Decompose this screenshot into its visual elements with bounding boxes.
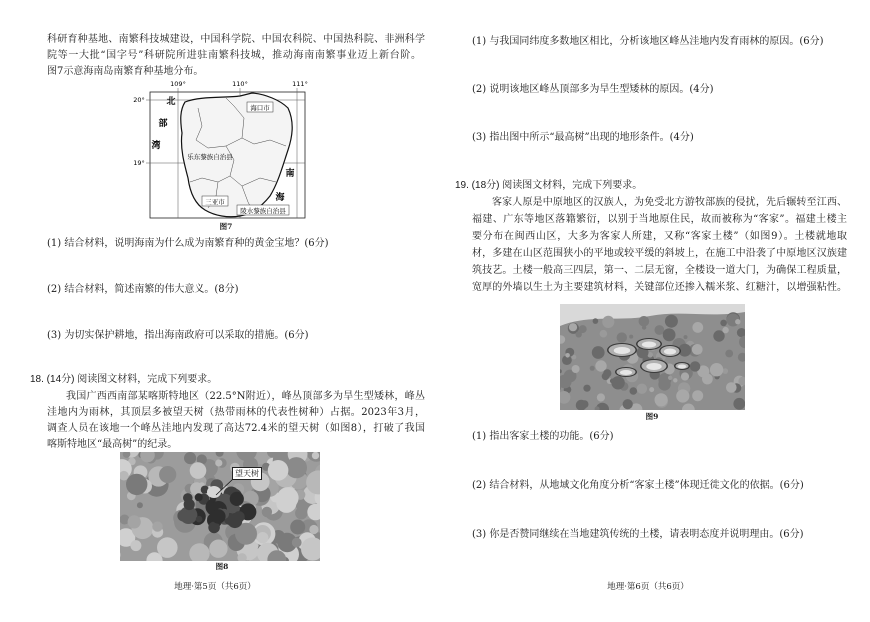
hill-vegetation bbox=[583, 385, 590, 392]
depression-shadow bbox=[196, 516, 203, 523]
q17-item-3: (3) 为切实保护耕地，指出海南政府可以采取的措施。(6分) bbox=[47, 330, 309, 341]
hill-vegetation bbox=[713, 330, 724, 341]
q19-material-line: 要分布在闽西山区，大多为客家人所建，又称“客家土楼”（如图9）。土楼就地取 bbox=[472, 231, 847, 242]
canopy-blob bbox=[268, 460, 289, 481]
hill-vegetation bbox=[590, 366, 595, 371]
hill-vegetation bbox=[637, 384, 647, 394]
depression-shadow bbox=[234, 511, 245, 522]
intro-line: 图7示意海南岛南繁育种基地分布。 bbox=[47, 66, 204, 77]
hill-vegetation bbox=[710, 363, 723, 376]
hill-vegetation bbox=[690, 361, 700, 371]
hill-vegetation bbox=[655, 393, 668, 406]
hill-vegetation bbox=[663, 328, 676, 341]
hill-vegetation bbox=[565, 353, 570, 358]
wangtianshu-label: 望天树 bbox=[232, 467, 262, 480]
page-6-footer: 地理·第6页（共6页） bbox=[607, 582, 689, 592]
sea-label-nanhai: 南 bbox=[285, 169, 295, 179]
lat-label: 20° bbox=[133, 96, 145, 104]
figure-8-caption: 图8 bbox=[215, 562, 229, 571]
tulou-courtyard bbox=[646, 363, 661, 370]
canopy-blob bbox=[295, 507, 307, 519]
q18-heading: 18. (14分) 阅读图文材料，完成下列要求。 bbox=[30, 374, 218, 385]
canopy-blob bbox=[157, 537, 178, 558]
hill-vegetation bbox=[600, 330, 608, 338]
figure-9-photo bbox=[560, 304, 745, 410]
hill-vegetation bbox=[602, 316, 614, 328]
hill-vegetation bbox=[668, 376, 672, 380]
hill-vegetation bbox=[692, 322, 703, 333]
hill-vegetation bbox=[630, 387, 638, 395]
q18-item-1: (1) 与我国同纬度多数地区相比，分析该地区峰丛洼地内发育雨林的原因。(6分) bbox=[472, 36, 824, 47]
canopy-blob bbox=[290, 520, 305, 535]
canopy-blob bbox=[312, 452, 319, 459]
q19-material-line: 福建、广东等地区落籍繁衍，以别于当地原住民，故而被称为“客家”。福建土楼主 bbox=[472, 214, 847, 225]
q19-heading: 19. (18分) 阅读图文材料，完成下列要求。 bbox=[455, 180, 643, 191]
sea-label-beibu: 湾 bbox=[151, 141, 161, 151]
hill-vegetation bbox=[681, 372, 689, 380]
canopy-blob bbox=[215, 459, 222, 466]
hainan-map bbox=[130, 78, 320, 228]
sanya-label: 三亚市 bbox=[205, 198, 225, 206]
figure-7-caption: 图7 bbox=[219, 222, 233, 231]
canopy-blob bbox=[128, 515, 141, 528]
hill-vegetation bbox=[725, 350, 733, 358]
q19-item-1: (1) 指出客家土楼的功能。(6分) bbox=[472, 431, 614, 442]
canopy-blob bbox=[209, 540, 227, 558]
hill-vegetation bbox=[692, 390, 703, 401]
q18-material-line: 喀斯特地区“最高树”的纪录。 bbox=[47, 439, 178, 450]
canopy-blob bbox=[286, 457, 307, 478]
hill-vegetation bbox=[676, 389, 689, 402]
q18-material-line: 洼地内为雨林，其顶层多被望天树（热带雨林的代表性树种）占据。2023年3月， bbox=[47, 407, 425, 418]
q19-item-2: (2) 结合材料，从地域文化角度分析“客家土楼”体现迁徙文化的依据。(6分) bbox=[472, 480, 804, 491]
q18-item-2: (2) 说明该地区峰丛顶部多为旱生型矮林的原因。(4分) bbox=[472, 84, 714, 95]
hill-vegetation bbox=[597, 393, 605, 401]
figure-8-photo bbox=[120, 452, 320, 561]
intro-line: 院等一大批“国字号”科研院所进驻南繁科技城，推动海南南繁事业迈上新台阶。 bbox=[47, 50, 421, 61]
figure-9-caption: 图9 bbox=[645, 412, 659, 421]
hill-vegetation bbox=[592, 346, 605, 359]
hill-vegetation bbox=[629, 335, 633, 339]
hill-vegetation bbox=[593, 318, 599, 324]
canopy-blob bbox=[152, 521, 162, 531]
depression-shadow bbox=[177, 510, 188, 521]
hill-vegetation bbox=[655, 325, 665, 335]
canopy-blob bbox=[159, 466, 176, 483]
sea-label-beibu: 部 bbox=[158, 119, 168, 129]
hill-vegetation bbox=[723, 368, 729, 374]
hill-vegetation bbox=[722, 327, 728, 333]
q18-item-3: (3) 指出图中所示“最高树”出现的地形条件。(4分) bbox=[472, 132, 694, 143]
hill-vegetation bbox=[603, 369, 611, 377]
hill-vegetation bbox=[665, 315, 678, 328]
hill-vegetation bbox=[720, 320, 727, 327]
hill-vegetation bbox=[649, 387, 654, 392]
canopy-blob bbox=[126, 474, 147, 495]
haikou-label: 海口市 bbox=[250, 104, 270, 112]
tulou-courtyard bbox=[664, 349, 676, 355]
q17-item-1: (1) 结合材料，说明海南为什么成为南繁育种的黄金宝地？(6分) bbox=[47, 238, 329, 249]
hill-vegetation bbox=[639, 316, 650, 327]
canopy-blob bbox=[292, 538, 302, 548]
sea-label-beibu: 北 bbox=[166, 97, 176, 107]
hill-vegetation bbox=[642, 325, 646, 329]
q18-material-line: 我国广西西南部某喀斯特地区（22.5°N附近），峰丛顶部多为旱生型矮林，峰丛 bbox=[66, 391, 425, 402]
sea-label-nanhai: 海 bbox=[275, 193, 285, 203]
tulou-courtyard bbox=[614, 347, 631, 354]
depression-shadow bbox=[184, 499, 195, 510]
lat-label: 19° bbox=[133, 159, 145, 167]
hill-vegetation bbox=[673, 378, 677, 382]
depression-shadow bbox=[211, 509, 226, 524]
q19-material-line: 筑技艺。土楼一般高三四层，第一、二层无窗，全楼设一道大门，为确保工程质量， bbox=[472, 265, 847, 276]
hill-vegetation bbox=[611, 376, 624, 389]
q19-material-line: 宽厚的外墙以生土为主要建筑材料，关键部位还掺入糯米浆、红糖汁，以增强粘性。 bbox=[472, 282, 847, 293]
canopy-blob bbox=[309, 525, 318, 534]
canopy-blob bbox=[276, 493, 296, 513]
hill-vegetation bbox=[692, 344, 703, 355]
lon-label: 111° bbox=[292, 80, 308, 88]
q19-material-line: 材，多建在山区范围狭小的平地或较平缓的斜坡上，在施工中沿袭了中原地区汉族建 bbox=[472, 248, 847, 259]
hill-vegetation bbox=[572, 365, 580, 373]
pointer-line bbox=[216, 479, 233, 495]
hill-vegetation bbox=[733, 398, 745, 410]
hill-vegetation bbox=[684, 335, 688, 339]
canopy-blob bbox=[257, 532, 268, 543]
hill-vegetation bbox=[576, 331, 582, 337]
intro-line: 科研育种基地、南繁科技城建设，中国科学院、中国农科院、中国热科院、非洲科学 bbox=[47, 34, 425, 45]
q18-material-line: 调查人员在该地一个峰丛洼地内发现了高达72.4米的望天树（如图8），打破了我国 bbox=[47, 423, 425, 434]
lon-label: 110° bbox=[232, 80, 248, 88]
tulou-courtyard bbox=[620, 370, 632, 375]
hill-vegetation bbox=[658, 378, 670, 390]
q17-item-2: (2) 结合材料，简述南繁的伟大意义。(8分) bbox=[47, 284, 239, 295]
hill-vegetation bbox=[569, 323, 577, 331]
hill-vegetation bbox=[581, 400, 589, 408]
canopy-blob bbox=[184, 452, 196, 464]
lingshui-label: 陵水黎族自治县 bbox=[240, 207, 286, 215]
hill-vegetation bbox=[617, 332, 627, 342]
tulou-courtyard bbox=[642, 342, 656, 348]
canopy-blob bbox=[137, 502, 143, 508]
hill-vegetation bbox=[735, 319, 740, 324]
page-5-footer: 地理·第5页（共6页） bbox=[174, 582, 256, 592]
tulou-courtyard bbox=[678, 365, 687, 369]
hill-vegetation bbox=[623, 399, 633, 409]
q19-item-3: (3) 你是否赞同继续在当地建筑传统的土楼，请表明态度并说明理由。(6分) bbox=[472, 529, 804, 540]
q19-material-line: 客家人原是中原地区的汉族人，为免受北方游牧部族的侵扰，先后辗转至江西、 bbox=[492, 197, 847, 208]
lon-label: 109° bbox=[170, 80, 186, 88]
canopy-blob bbox=[262, 507, 272, 517]
canopy-blob bbox=[130, 540, 141, 551]
ledong-label: 乐东黎族自治县 bbox=[187, 153, 233, 161]
hill-vegetation bbox=[726, 382, 737, 393]
